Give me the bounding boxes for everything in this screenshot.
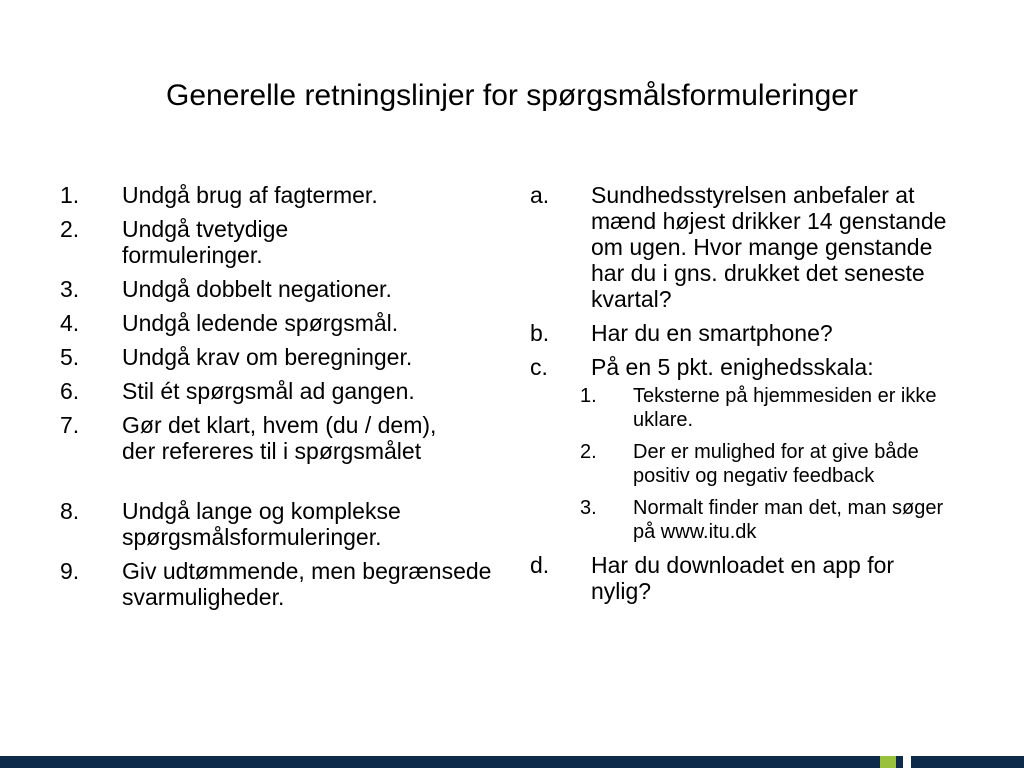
footer-accent-mark	[880, 756, 896, 768]
list-item	[60, 276, 500, 302]
list-item	[530, 552, 970, 604]
list-item-number: 9.	[60, 558, 80, 584]
sub-list-item-text: Normalt finder man det, man søger på www.itu.dk	[633, 497, 944, 543]
right-lettered-list	[530, 182, 970, 612]
list-item-text: Undgå brug af fagtermer.	[122, 182, 378, 208]
list-item-text: Undgå ledende spørgsmål.	[122, 310, 399, 336]
list-item-text: Giv udtømmende, men begrænsede svarmuligheder.	[122, 558, 492, 610]
list-item-letter: c.	[530, 354, 548, 380]
list-item-number: 8.	[60, 498, 80, 524]
list-item	[530, 354, 970, 380]
list-item	[60, 216, 500, 268]
sub-list-item-number: 1.	[580, 385, 597, 407]
list-item-letter: d.	[530, 552, 550, 578]
slide-title: Generelle retningslinjer for spørgsmålsformuleringer	[166, 79, 858, 112]
list-item-text: Har du downloadet en app for nylig?	[591, 552, 895, 604]
sub-list-item	[580, 384, 970, 432]
list-item-number: 6.	[60, 378, 80, 404]
list-item-number: 7.	[60, 412, 80, 438]
list-item	[60, 558, 500, 610]
sub-list-item-text: Der er mulighed for at give både positiv og negativ feedback	[633, 441, 919, 487]
list-item-text: Undgå dobbelt negationer.	[122, 276, 392, 302]
footer-bar	[0, 756, 1024, 768]
list-item-number: 2.	[60, 216, 80, 242]
list-item-text: Sundhedsstyrelsen anbefaler at mænd højest drikker 14 genstande om ugen. Hvor mange genstande har du i gns. drukket det seneste kvartal?	[591, 182, 947, 312]
list-item	[530, 182, 970, 312]
list-item-text: Undgå lange og komplekse spørgsmålsformuleringer.	[122, 498, 401, 550]
list-item	[60, 310, 500, 336]
list-item-text: Har du en smartphone?	[591, 320, 833, 346]
sub-list-item	[580, 496, 970, 544]
list-item-text: Undgå tvetydige formuleringer.	[122, 216, 289, 268]
list-item	[60, 378, 500, 404]
list-item	[60, 498, 500, 550]
list-item-text: Gør det klart, hvem (du / dem), der refereres til i spørgsmålet	[122, 412, 437, 464]
list-item-number: 3.	[60, 276, 80, 302]
list-item-text: På en 5 pkt. enighedsskala:	[591, 354, 874, 380]
footer-divider-mark	[903, 756, 911, 768]
list-item-text: Undgå krav om beregninger.	[122, 344, 413, 370]
list-item-text: Stil ét spørgsmål ad gangen.	[122, 378, 415, 404]
sub-list-item-number: 2.	[580, 441, 597, 463]
list-item	[60, 344, 500, 370]
list-item-letter: b.	[530, 320, 550, 346]
sub-list-item-number: 3.	[580, 497, 597, 519]
list-item-number: 1.	[60, 182, 80, 208]
sub-list-item-text: Teksterne på hjemmesiden er ikke uklare.	[633, 385, 937, 431]
sub-list-item	[580, 440, 970, 488]
list-item-letter: a.	[530, 182, 550, 208]
left-numbered-list	[60, 182, 500, 618]
list-item-number: 5.	[60, 344, 80, 370]
list-item	[60, 182, 500, 208]
list-item-number: 4.	[60, 310, 80, 336]
list-item	[530, 320, 970, 346]
list-item	[60, 412, 500, 490]
